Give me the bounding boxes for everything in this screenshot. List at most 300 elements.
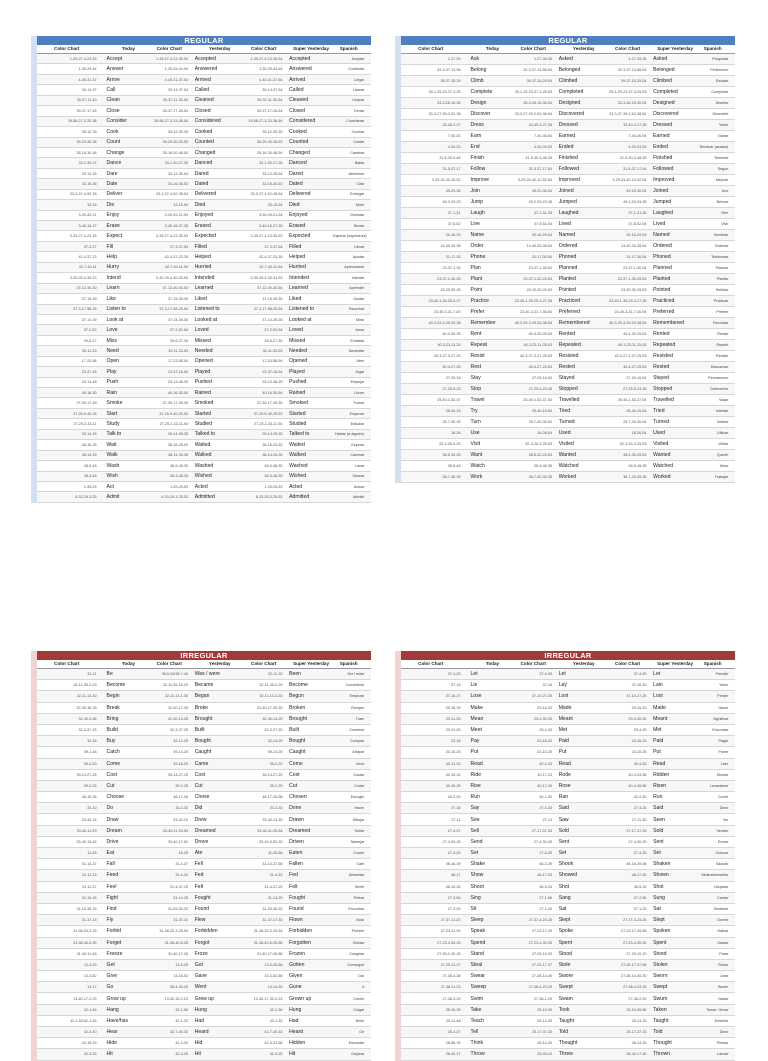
today-verb: Need — [106, 347, 119, 354]
super-yesterday-verb: Hidden — [289, 1040, 306, 1047]
super-yesterday-color-chart: 23-20-30-25-53 — [621, 288, 647, 292]
super-yesterday-color-chart: 39-12-39-35 — [262, 129, 283, 134]
spanish-translation: Vestir — [719, 123, 729, 127]
yesterday-color-chart: 32-3-37-25 — [169, 728, 189, 733]
yesterday-verb: Tried — [558, 408, 571, 414]
super-yesterday-verb: Lain — [653, 682, 663, 689]
today-color-chart: 33-3-37-4-52-38 — [69, 192, 97, 197]
spanish-translation: Viajar — [718, 398, 729, 402]
super-yesterday-color-chart: 42-7-40-11-54 — [259, 265, 283, 270]
table-row — [37, 231, 371, 241]
today-color-chart: 18-26 — [451, 431, 461, 435]
super-yesterday-color-chart: 23-40-1-39-25-3-27-35 — [609, 299, 647, 303]
header-color-chart: Color Chart — [156, 46, 182, 51]
today-verb: Steal — [470, 961, 483, 968]
super-yesterday-color-chart: 27-4-30-25 — [628, 839, 647, 844]
super-yesterday-color-chart: 11-25-58 — [267, 851, 283, 856]
super-yesterday-color-chart: 39-14-37-54 — [262, 88, 283, 93]
today-color-chart: 4-30-33 — [447, 145, 461, 149]
super-yesterday-verb: Expected — [289, 233, 311, 240]
spanish-translation: Planear — [715, 266, 729, 270]
table-row — [37, 430, 371, 440]
yesterday-verb: Broke — [194, 704, 208, 711]
table-row — [401, 926, 735, 937]
yesterday-verb: Liked — [194, 295, 207, 302]
yesterday-color-chart: 13-40-10-2-23 — [164, 996, 189, 1001]
super-yesterday-verb: Admitted — [289, 494, 310, 501]
header-yesterday: Yesterday — [208, 661, 231, 666]
yesterday-color-chart: 27-37-4-23-25 — [528, 918, 553, 923]
today-color-chart: 31-17-30 — [445, 255, 461, 259]
today-verb: Throw — [470, 1051, 485, 1058]
spanish-translation: Permanecer — [708, 376, 729, 380]
yesterday-color-chart: 29-4-30-25 — [533, 716, 553, 721]
yesterday-color-chart: 31-14-25 — [173, 895, 189, 900]
spanish-translation: Brincar — [716, 200, 729, 204]
super-yesterday-verb: Risen — [653, 782, 667, 789]
today-color-chart: 42-7-40-11 — [78, 265, 97, 270]
super-yesterday-color-chart: 17-23-58-54 — [262, 359, 283, 364]
table-row — [401, 450, 735, 461]
yesterday-verb: Travelled — [558, 397, 580, 403]
spanish-translation: Empezar — [349, 694, 365, 699]
today-color-chart: 40-16-30 — [81, 390, 97, 395]
spanish-translation: Manejar — [351, 839, 365, 844]
spanish-translation: Ganar — [718, 134, 729, 138]
today-verb: Rain — [106, 389, 118, 396]
yesterday-color-chart: 37-39-17-39-35 — [162, 401, 189, 406]
spanish-translation: Pagar — [718, 739, 729, 744]
super-yesterday-color-chart: 27-4-33 — [633, 806, 647, 811]
yesterday-verb: Completed — [558, 89, 584, 95]
yesterday-verb: Waited — [194, 441, 211, 448]
super-yesterday-color-chart: 28-40-17-30 — [626, 1052, 647, 1057]
today-color-chart: 31-37-15 — [81, 918, 97, 923]
spanish-translation: Decir — [719, 806, 729, 811]
spanish-translation: Montar — [716, 772, 729, 777]
today-verb: Drive — [106, 838, 119, 845]
yesterday-verb: Hit — [194, 1051, 201, 1058]
header-super-yesterday: Super Yesterday — [293, 661, 329, 666]
yesterday-color-chart: 40-17-26 — [537, 783, 553, 788]
yesterday-verb: Laughed — [558, 210, 579, 216]
yesterday-verb: Meant — [558, 715, 573, 722]
super-yesterday-color-chart: 27-1-25 — [633, 907, 647, 912]
super-yesterday-color-chart: 37-14-39-35 — [262, 317, 283, 322]
yesterday-color-chart: 18-26-54 — [537, 431, 553, 435]
spanish-translation: Traer — [355, 716, 365, 721]
today-verb: Take — [470, 1006, 482, 1013]
header-spanish: Spanish — [339, 46, 358, 51]
today-verb: Dance — [106, 160, 122, 167]
today-verb: Phone — [470, 254, 486, 260]
super-yesterday-color-chart: 30-11-33-53 — [262, 348, 283, 353]
today-color-chart: 23-16 — [451, 739, 461, 744]
table-row — [37, 325, 371, 335]
today-verb: Try — [470, 408, 478, 414]
spanish-translation: Soñar — [354, 828, 365, 833]
table-row — [37, 926, 371, 937]
today-color-chart: 38-5-48 — [447, 464, 461, 468]
table-row — [401, 993, 735, 1004]
yesterday-color-chart: 49-2-29-23-35 — [528, 200, 553, 204]
spanish-translation: Unir — [721, 189, 729, 193]
today-color-chart: 31-5-37-17 — [442, 167, 461, 171]
super-yesterday-color-chart: 29-16-33 — [631, 705, 647, 710]
yesterday-color-chart: 31-4-37-25 — [169, 884, 189, 889]
spanish-translation: Lanzar — [717, 1052, 729, 1057]
yesterday-color-chart: 3-40-16-27-35 — [164, 223, 189, 228]
table-row — [37, 1038, 371, 1049]
yesterday-color-chart: 38-5-48-35 — [533, 464, 553, 468]
super-yesterday-verb: Washed — [289, 462, 308, 469]
today-verb: Arrive — [106, 76, 120, 83]
spanish-translation: Vivir — [721, 222, 729, 226]
today-verb: Deliver — [106, 191, 123, 198]
table-row — [401, 274, 735, 285]
table-row — [37, 190, 371, 200]
today-color-chart: 39-29-30-35 — [76, 140, 97, 145]
today-verb: Intend — [106, 274, 121, 281]
yesterday-color-chart: 27-4-33 — [539, 806, 553, 811]
today-color-chart: 13-3-52 — [83, 974, 97, 979]
table-row — [401, 472, 735, 483]
spanish-translation: Barrer — [718, 985, 729, 990]
today-verb: Design — [470, 100, 487, 106]
yesterday-verb: Showed — [558, 872, 578, 879]
yesterday-color-chart: 37-2-52-54 — [169, 328, 189, 333]
today-verb: Rent — [470, 331, 482, 337]
today-color-chart: 39-2-25 — [83, 783, 97, 788]
today-verb: Fall — [106, 861, 115, 868]
spanish-translation: Fumar — [353, 401, 365, 406]
today-verb: Visit — [470, 441, 481, 447]
yesterday-verb: Jumped — [558, 199, 577, 205]
super-yesterday-verb: Hurried — [289, 264, 306, 271]
yesterday-color-chart: 48-3-39 — [539, 862, 553, 867]
spanish-translation: Cantar — [717, 895, 729, 900]
super-yesterday-verb: Rented — [653, 331, 670, 337]
super-yesterday-color-chart: 4-40-31-37-54 — [259, 77, 283, 82]
yesterday-color-chart: 39-37-17-26-54 — [162, 108, 189, 113]
spanish-translation: Golpear — [351, 1052, 365, 1057]
spanish-translation: Hacer — [718, 705, 729, 710]
yesterday-color-chart: 42-3-25 — [175, 1052, 189, 1057]
today-color-chart: 40-15-26 — [445, 783, 461, 788]
today-color-chart: 31-38-33-3-25 — [73, 929, 97, 934]
super-yesterday-verb: Stolen — [653, 961, 668, 968]
super-yesterday-verb: Taken — [653, 1006, 667, 1013]
super-yesterday-verb: Done — [289, 805, 302, 812]
table-row — [401, 98, 735, 109]
yesterday-verb: Named — [558, 232, 576, 238]
super-yesterday-verb: Cost — [289, 771, 300, 778]
today-verb: Point — [470, 287, 483, 293]
spanish-translation: Llamar — [353, 88, 365, 93]
yesterday-verb: Dressed — [558, 122, 578, 128]
today-verb: Jump — [470, 199, 484, 205]
super-yesterday-verb: Built — [289, 727, 300, 734]
today-color-chart: 38-7-40-39 — [442, 475, 461, 479]
today-verb: Lie — [470, 682, 478, 689]
yesterday-color-chart: 38-3-48-35 — [169, 474, 189, 479]
yesterday-color-chart: 29-4-25 — [539, 728, 553, 733]
spanish-translation: Empezar — [349, 411, 365, 416]
spanish-translation: Contar — [353, 140, 365, 145]
table-row — [37, 882, 371, 893]
spanish-translation: Mejorar — [715, 178, 729, 182]
table-row — [37, 211, 371, 221]
table-row — [401, 971, 735, 982]
today-verb: Order — [470, 243, 484, 249]
table-row — [401, 329, 735, 340]
super-yesterday-verb: Dressed — [653, 122, 673, 128]
yesterday-color-chart: 39-29-30-35-53 — [162, 140, 189, 145]
table-row — [37, 893, 371, 904]
yesterday-color-chart: 37-3-17-58-25-54 — [159, 307, 189, 312]
yesterday-verb: Rested — [558, 364, 575, 370]
yesterday-verb: Finished — [558, 155, 578, 161]
today-verb: Bring — [106, 715, 119, 722]
super-yesterday-color-chart: 27-38-2-29 — [628, 996, 647, 1001]
yesterday-color-chart: 23-40-3-31-7-40-54 — [520, 310, 553, 314]
super-yesterday-verb: Set — [653, 850, 661, 857]
today-color-chart: 31-11-37 — [82, 884, 97, 889]
today-verb: Show — [470, 872, 484, 879]
table-row — [37, 770, 371, 781]
yesterday-verb: Cost — [194, 771, 206, 778]
yesterday-color-chart: 13-5-25 — [175, 962, 189, 967]
table-row — [401, 109, 735, 120]
today-verb: Talk to — [106, 431, 122, 438]
today-color-chart: 27-11 — [451, 817, 461, 822]
table-row — [401, 1049, 735, 1060]
super-yesterday-verb: Talked to — [289, 431, 310, 438]
today-color-chart: 35-16-30-48 — [76, 150, 97, 155]
today-verb: Give — [106, 973, 118, 980]
super-yesterday-color-chart: 33-2-30 — [269, 806, 283, 811]
today-color-chart: 17-23-58 — [81, 359, 97, 364]
today-verb: Cost — [106, 771, 118, 778]
today-color-chart: 37-12-40-30 — [76, 286, 97, 291]
super-yesterday-verb: Grown up — [289, 995, 312, 1002]
spanish-translation: Lavar — [355, 463, 365, 468]
yesterday-verb: Stood — [558, 950, 572, 957]
today-color-chart: 37-39-17-39 — [76, 401, 97, 406]
super-yesterday-color-chart: 38-16-25-53 — [262, 442, 283, 447]
column-headers — [401, 45, 735, 54]
yesterday-color-chart: 33-16-35-53 — [167, 181, 189, 186]
table-row — [37, 398, 371, 408]
today-verb: Improve — [470, 177, 489, 183]
super-yesterday-color-chart: 33-40-11-29-54 — [257, 828, 283, 833]
today-verb: Have/has — [106, 1017, 129, 1024]
table-row — [37, 409, 371, 419]
today-color-chart: 31-40-11-48 — [76, 951, 97, 956]
yesterday-verb: Answered — [194, 66, 218, 73]
spanish-translation: Terminar — [713, 156, 729, 160]
super-yesterday-color-chart: 27-25-17-37-58 — [621, 962, 647, 967]
super-yesterday-color-chart: 23-37-1-30-54 — [623, 266, 647, 270]
yesterday-color-chart: 27-23-4-30-25 — [528, 940, 553, 945]
yesterday-color-chart: 48-17-33 — [537, 873, 553, 878]
today-verb: Join — [470, 188, 480, 194]
table-row — [37, 669, 371, 680]
table-row — [401, 714, 735, 725]
super-yesterday-verb: Planted — [653, 276, 671, 282]
table-row — [37, 492, 371, 502]
spanish-translation: Volar — [355, 918, 365, 923]
today-color-chart: 28-40-17 — [445, 1052, 461, 1057]
today-color-chart: 48-16-39 — [445, 862, 461, 867]
spanish-translation: Dormir — [717, 918, 729, 923]
today-color-chart: 13-4-25 — [83, 962, 97, 967]
super-yesterday-color-chart: 25-40-1-52-37-54 — [617, 398, 647, 402]
today-color-chart: 32-40-3-56 — [78, 716, 97, 721]
yesterday-verb: Used — [558, 430, 571, 436]
yesterday-verb: Shot — [558, 883, 570, 890]
yesterday-color-chart: 23-37-1-30-54 — [528, 266, 553, 270]
today-verb: Travel — [470, 397, 485, 403]
header-spanish: Spanish — [339, 661, 358, 666]
today-verb: Laugh — [470, 210, 485, 216]
spanish-translation: Crecer — [353, 996, 365, 1001]
today-color-chart: 27-25-11-37 — [440, 962, 461, 967]
super-yesterday-color-chart: 30-16-29-54 — [626, 233, 647, 237]
super-yesterday-color-chart: 31-37-17-30 — [262, 918, 283, 923]
spanish-translation: Rentar — [717, 332, 729, 336]
yesterday-verb: Ordered — [558, 243, 578, 249]
super-yesterday-verb: Delivered — [289, 191, 311, 198]
today-color-chart: 27-4-30-33 — [442, 839, 461, 844]
yesterday-color-chart: 27-25-10-33 — [531, 951, 553, 956]
today-color-chart: 25-16-39 — [445, 1007, 461, 1012]
today-verb: Work — [470, 474, 483, 480]
super-yesterday-color-chart: 52-3-26-3-25-53 — [619, 442, 647, 446]
yesterday-verb: Built — [194, 727, 205, 734]
yesterday-color-chart: 27-25-2-33-11-54 — [159, 422, 189, 427]
yesterday-color-chart: 3-29-24-40-10-52-54 — [518, 178, 553, 182]
yesterday-color-chart: 31-5-37-17-54 — [528, 167, 553, 171]
header-yesterday: Yesterday — [572, 661, 595, 666]
today-color-chart: 39-58-27-3-33-38 — [67, 119, 97, 124]
table-row — [37, 1049, 371, 1060]
spanish-translation: Trabajar — [714, 475, 729, 479]
table-row — [401, 230, 735, 241]
yesterday-verb: Delivered — [194, 191, 217, 198]
yesterday-verb: Took — [558, 1006, 570, 1013]
spanish-translation: Abrir — [356, 359, 365, 364]
super-yesterday-color-chart: 40-3-29-3-29-33-38-54 — [609, 321, 647, 325]
yesterday-verb: Discovered — [558, 111, 585, 117]
today-verb: Sweep — [470, 984, 487, 991]
yesterday-color-chart: 37-15-39-35 — [167, 296, 189, 301]
super-yesterday-verb: Rained — [289, 389, 306, 396]
super-yesterday-verb: Been — [289, 671, 302, 678]
today-color-chart: 6-33-29-3-25 — [75, 495, 97, 500]
today-color-chart: 33-40-14 — [81, 817, 97, 822]
yesterday-verb: Lived — [558, 221, 571, 227]
yesterday-verb: Found — [194, 906, 210, 913]
yesterday-color-chart: 39-6-27-35 — [169, 338, 189, 343]
super-yesterday-verb: Opened — [289, 358, 308, 365]
spanish-translation: Levantarse — [710, 783, 729, 788]
regular-title: REGULAR — [37, 36, 371, 45]
today-verb: Smoke — [106, 400, 123, 407]
yesterday-verb: Saw — [558, 816, 569, 823]
yesterday-color-chart: 31-5-30-3-48-35 — [525, 156, 553, 160]
super-yesterday-color-chart: 37-3-17-58-25-54 — [253, 307, 283, 312]
super-yesterday-color-chart: 29-4-25 — [633, 728, 647, 733]
today-verb: Fill — [106, 243, 114, 250]
today-verb: Like — [106, 295, 116, 302]
yesterday-verb: Acted — [194, 483, 208, 490]
super-yesterday-color-chart: 38-14-39-35 — [262, 453, 283, 458]
yesterday-color-chart: 1-39-27-4-23-35-54 — [156, 56, 189, 61]
yesterday-color-chart: 37-25-9-40-25-53 — [159, 411, 189, 416]
super-yesterday-color-chart: 32-11-39-2-29 — [259, 683, 283, 688]
today-color-chart: 14-40-33-38 — [440, 244, 461, 248]
yesterday-verb: Pushed — [194, 379, 212, 386]
super-yesterday-verb: Driven — [289, 838, 304, 845]
today-color-chart: 25-4-37 — [447, 1030, 461, 1035]
spanish-translation: Venir — [355, 761, 365, 766]
yesterday-verb: Rained — [194, 389, 211, 396]
table-row — [37, 725, 371, 736]
super-yesterday-color-chart: 13-5-25-58 — [264, 962, 283, 967]
super-yesterday-color-chart: 27-25-2-33-11-54 — [254, 422, 283, 427]
table-row — [401, 54, 735, 65]
yesterday-verb: Met — [558, 727, 568, 734]
super-yesterday-color-chart: 49-20-30-54 — [626, 189, 647, 193]
table-row — [401, 208, 735, 219]
super-yesterday-verb: Discovered — [653, 111, 679, 117]
spanish-translation: Voltear — [716, 420, 729, 424]
super-yesterday-color-chart: 3-40-16-27-35 — [259, 223, 283, 228]
super-yesterday-color-chart: 37-2-52-54 — [264, 328, 283, 333]
yesterday-verb: Admitted — [194, 494, 215, 501]
today-color-chart: 3-30-25-4-30-33 — [69, 275, 97, 280]
header-color-chart: Color Chart — [156, 661, 182, 666]
table-row — [401, 175, 735, 186]
yesterday-color-chart: 31-37-10 — [173, 918, 189, 923]
today-color-chart: 25-40-1-52-37 — [437, 398, 461, 402]
today-color-chart: 29-11-25 — [446, 728, 461, 733]
table-row — [401, 153, 735, 164]
irregular-title: IRREGULAR — [401, 651, 735, 660]
today-verb: Spend — [470, 939, 486, 946]
table-row — [401, 241, 735, 252]
yesterday-color-chart: 23-10-25 — [537, 750, 553, 755]
yesterday-color-chart: 14-40-33-38-54 — [526, 244, 553, 248]
table-row — [37, 54, 371, 64]
yesterday-color-chart: 42-4-37-23-35 — [164, 255, 189, 260]
super-yesterday-verb: Flown — [289, 917, 303, 924]
spanish-translation: Aceptar — [351, 56, 365, 61]
yesterday-color-chart: 28-40-10 — [537, 1052, 553, 1057]
today-color-chart: 31-11-33 — [82, 873, 97, 878]
spanish-translation: Entregar — [350, 192, 365, 197]
today-color-chart: 25-7-40-30 — [442, 420, 461, 424]
yesterday-color-chart: 27-25-17-37 — [531, 962, 553, 967]
table-row — [37, 388, 371, 398]
yesterday-color-chart: 42-7-40-33 — [169, 1030, 189, 1035]
super-yesterday-verb: Died — [289, 201, 300, 208]
yesterday-color-chart: 33-40-11-29-54 — [162, 828, 189, 833]
table-row — [401, 882, 735, 893]
today-verb: Begin — [106, 693, 120, 700]
today-verb: Mean — [470, 715, 484, 722]
